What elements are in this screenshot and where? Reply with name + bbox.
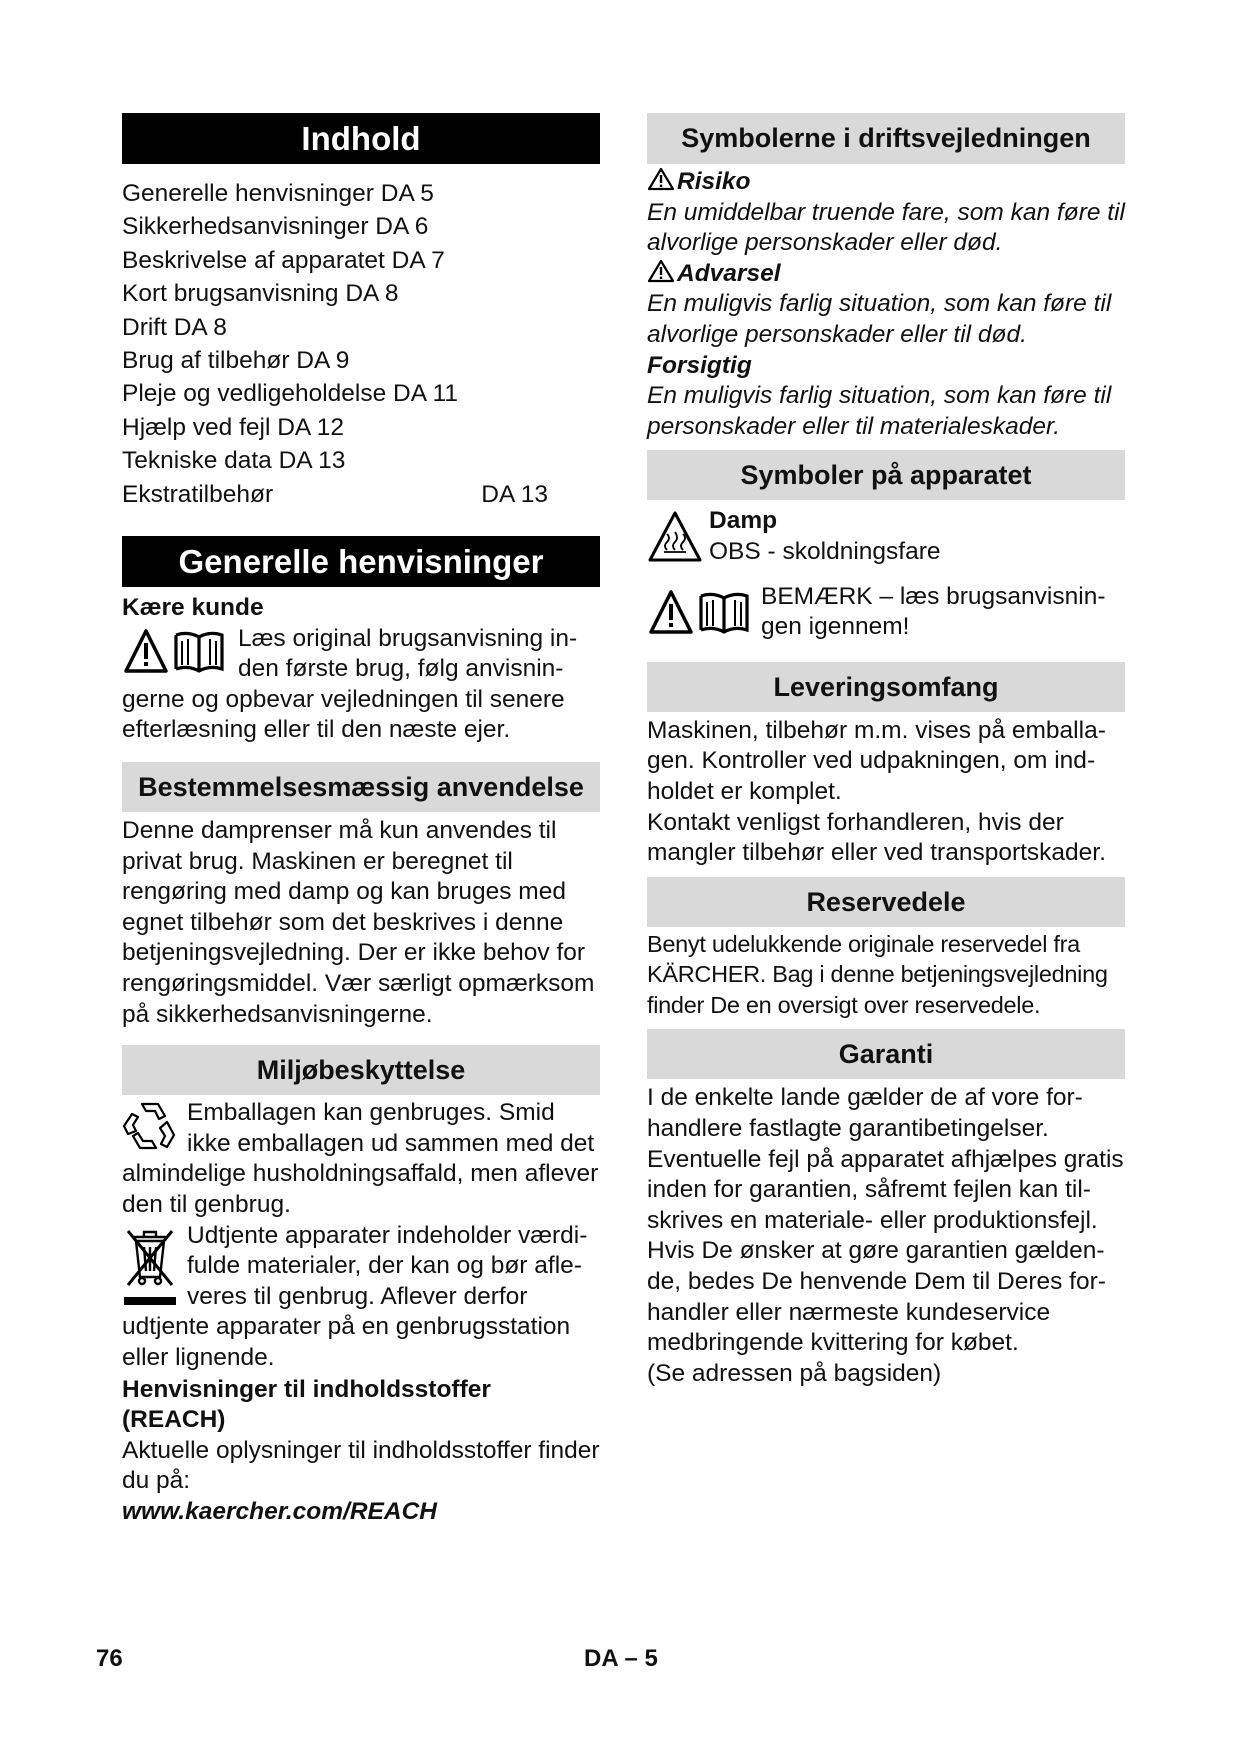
weee-block: Udtjente apparater indeholder værdi- fulde materialer, der kan og bør afle- veres til genbrug. Aflever derfor (122, 1221, 600, 1313)
spare-parts-text: Benyt udelukkende originale reservedel fra KÄRCHER. Bag i denne betjeningsvejledning finder De en oversigt over reservedele. (647, 930, 1108, 1018)
warranty-heading: Garanti (647, 1029, 1125, 1079)
warning-triangle-icon (647, 259, 675, 283)
contents-heading: Indhold (122, 113, 600, 164)
spare-parts-heading: Reservedele (647, 877, 1125, 927)
general-heading: Generelle henvisninger (122, 536, 600, 587)
toc-entry[interactable]: Drift DA 8 (122, 313, 227, 341)
warning-manual-icon (647, 588, 753, 638)
symbols-manual-heading: Symbolerne i driftsvejledningen (647, 113, 1125, 164)
toc-entry[interactable]: Brug af tilbehør DA 9 (122, 347, 350, 375)
hot-steam-icon (647, 510, 703, 564)
intended-use-text: Denne damprenser må kun anvendes til privat brug. Maskinen er beregnet til rengøring med damp og kan bruges med egnet tilbehør som det beskrives i denne betjeningsvejledning. Der er ikke behov for rengøringsmiddel. Vær særligt opmærksom på sikkerhedsanvisningerne. (122, 817, 595, 1028)
caution-label: Forsigtig (647, 351, 752, 379)
read-manual-text: gerne og opbevar vejledningen til senere efterlæsning eller til den næste ejer. (122, 685, 565, 744)
symbols-device-heading: Symboler på apparatet (647, 450, 1125, 500)
reach-link[interactable]: www.kaercher.com/REACH (122, 1497, 437, 1525)
environment-heading: Miljøbeskyttelse (122, 1045, 600, 1095)
delivery-heading: Leveringsomfang (647, 662, 1125, 712)
toc-entry[interactable]: Tekniske data DA 13 (122, 447, 346, 475)
toc-entry[interactable]: Sikkerhedsanvisninger DA 6 (122, 213, 429, 241)
recycle-block: Emballagen kan genbruges. Smid ikke emballagen ud sammen med det (122, 1098, 600, 1159)
steam-symbol-block: Damp OBS - skoldningsfare (647, 506, 1125, 567)
caution-text: En muligvis farlig situation, som kan føre til personskader eller til materialeskader. (647, 382, 1112, 440)
table-of-contents (122, 177, 600, 511)
reach-text: Aktuelle oplysninger til indholdsstoffer finder du på: (122, 1436, 600, 1495)
section-page-number: DA – 5 (584, 1645, 658, 1672)
toc-entry[interactable]: Hjælp ved fejl DA 12 (122, 413, 344, 441)
right-column (647, 113, 1125, 1389)
warning-manual-icon (122, 627, 228, 677)
crossed-bin-icon (122, 1225, 178, 1311)
left-column (122, 113, 600, 1528)
warranty-text: I de enkelte lande gælder de af vore forhandlere fastlagte garantibetingelser. Eventuelle fejl på apparatet afhjælpes gratis inden for garantien, såfremt fejlen kan tilskrives en materiale- eller produktionsfejl. Hvis De ønsker at gøre garantien gældende, bedes De henvende Dem til Deres forhandler eller nærmeste kundeservice medbringende kvittering for købet. (647, 1084, 1124, 1357)
page-number: 76 (96, 1645, 123, 1672)
toc-entry[interactable]: Kort brugsanvisning DA 8 (122, 280, 399, 308)
toc-entry[interactable]: Pleje og vedligeholdelse DA 11 (122, 380, 458, 408)
warranty-address: (Se adressen på bagsiden) (647, 1359, 942, 1387)
read-manual-block: Læs original brugsanvisning in- den første brug, følg anvisnin- (122, 624, 600, 685)
recycle-icon (122, 1098, 178, 1152)
dear-customer-heading: Kære kunde (122, 594, 264, 622)
toc-entry[interactable]: Ekstratilbehør DA 13 (122, 480, 548, 508)
warning-triangle-icon (647, 167, 675, 191)
risk-label: Risiko (647, 167, 1125, 198)
intended-use-heading: Bestemmelsesmæssig anvendelse (122, 762, 600, 812)
reach-heading: Henvisninger til indholdsstoffer (REACH) (122, 1375, 491, 1434)
risk-text: En umiddelbar truende fare, som kan føre til alvorlige personskader eller død. (647, 198, 1125, 257)
warning-label: Advarsel (647, 259, 1125, 290)
toc-entry[interactable]: Generelle henvisninger DA 5 (122, 180, 434, 207)
warning-text: En muligvis farlig situation, som kan føre til alvorlige personskader eller til død. (647, 290, 1112, 348)
delivery-text: Maskinen, tilbehør m.m. vises på emballagen. Kontroller ved udpakningen, om indholdet er komplet. (647, 716, 1106, 805)
toc-entry[interactable]: Beskrivelse af apparatet DA 7 (122, 246, 445, 274)
delivery-contact-text: Kontakt venligst forhandleren, hvis der mangler tilbehør eller ved transportskader. (647, 808, 1106, 867)
weee-text: udtjente apparater på en genbrugsstation eller lignende. (122, 1313, 571, 1371)
note-symbol-block: BEMÆRK – læs brugsanvisnin- gen igennem! (647, 582, 1125, 643)
recycle-text: almindelige husholdningsaffald, men aflever den til genbrug. (122, 1160, 599, 1218)
